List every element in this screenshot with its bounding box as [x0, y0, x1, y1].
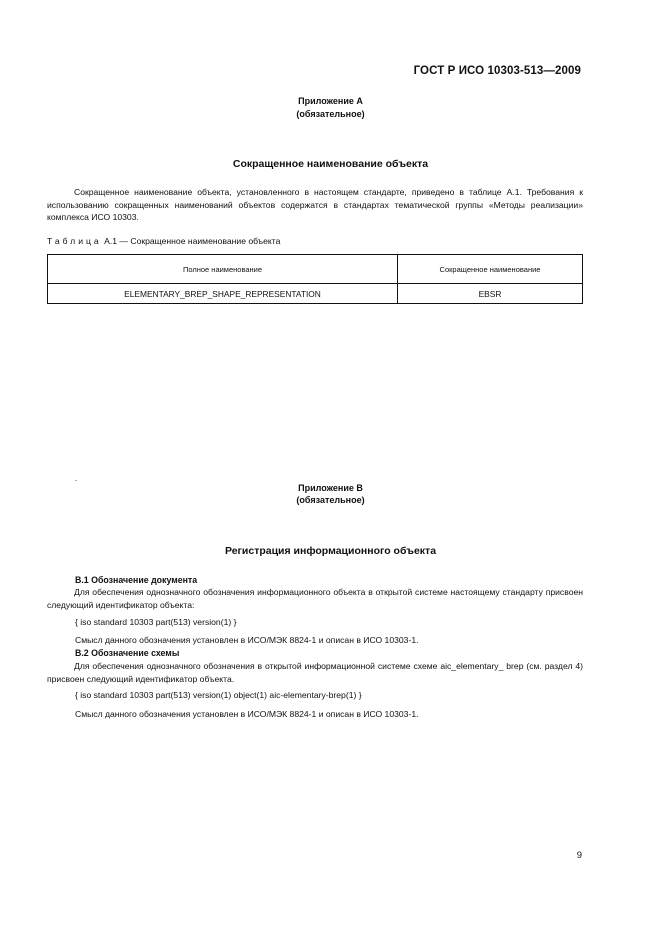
table-caption: [47, 236, 280, 246]
annex-b-status: (обязательное): [296, 495, 365, 505]
table-header-row: [48, 255, 583, 284]
b1-meaning: Смысл данного обозначения установлен в ИСО/МЭК 8824-1 и описан в ИСО 10303-1.: [75, 635, 419, 645]
annex-b-heading: Регистрация информационного объекта: [224, 545, 437, 557]
b1-identifier: { iso standard 10303 part(513) version(1) }: [75, 617, 237, 627]
annex-a-paragraph: [47, 186, 583, 224]
table-caption-prefix: Таблица: [47, 236, 102, 246]
table-row: [48, 284, 583, 304]
table-caption-text: А.1 — Сокращенное наименование объекта: [101, 236, 281, 246]
annex-a-heading: Сокращенное наименование объекта: [232, 158, 429, 170]
b2-paragraph-text: Для обеспечения однозначного обозначения в открытой информационной системе схеме aic_elementary_ brep (см. раздел 4) присвоен следующий идентификатор объекта.: [47, 661, 583, 684]
page-number: 9: [576, 850, 582, 861]
b2-meaning: Смысл данного обозначения установлен в ИСО/МЭК 8824-1 и описан в ИСО 10303-1.: [75, 709, 419, 719]
annex-a-paragraph-text: Сокращенное наименование объекта, установленного в настоящем стандарте, приведено в таблице А.1. Требования к использованию сокращенных наименований объектов содержатся в стандартах тематической группы «Методы реализации» комплекса ИСО 10303.: [47, 187, 583, 223]
table-cell: EBSR: [398, 284, 583, 304]
b1-paragraph-text: Для обеспечения однозначного обозначения информационного объекта в открытой системе настоящему стандарту присвоен следующий идентификатор объекта:: [47, 587, 583, 610]
table-cell: ELEMENTARY_BREP_SHAPE_REPRESENTATION: [48, 284, 398, 304]
table-header-cell: Полное наименование: [48, 255, 398, 284]
annex-b-title: Приложение В: [298, 483, 363, 493]
b1-paragraph: [47, 586, 583, 611]
annex-a-status: (обязательное): [296, 109, 365, 119]
b1-heading: В.1 Обозначение документа: [75, 575, 198, 585]
b2-heading: В.2 Обозначение схемы: [75, 648, 180, 658]
stray-mark: .: [75, 474, 78, 483]
b2-identifier: { iso standard 10303 part(513) version(1) object(1) aic-elementary-brep(1) }: [75, 690, 362, 700]
table-header-cell: Сокращенное наименование: [398, 255, 583, 284]
abbreviation-table: [47, 254, 583, 304]
annex-a-title: Приложение А: [298, 96, 363, 106]
document-code: ГОСТ Р ИСО 10303-513—2009: [413, 65, 581, 77]
b2-paragraph: [47, 660, 583, 685]
